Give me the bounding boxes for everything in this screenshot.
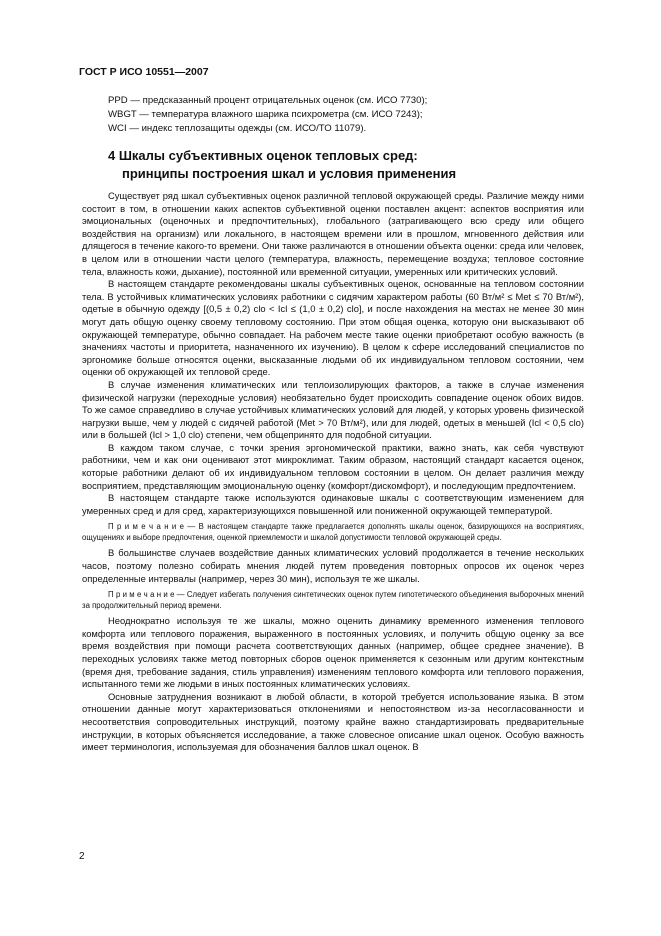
definition-ppd: PPD — предсказанный процент отрицательных оценок (см. ИСО 7730); bbox=[108, 95, 428, 106]
page-number: 2 bbox=[79, 851, 85, 862]
paragraph: В настоящем стандарте также используются одинаковые шкалы с соответствующим изменением для умеренных сред и для сред, характеризующихся повышенной или пониженной окружающей температурой. bbox=[82, 492, 584, 516]
section-title-line2: принципы построения шкал и условия применения bbox=[122, 166, 457, 181]
definition-wbgt: WBGT — температура влажного шарика психрометра (см. ИСО 7243); bbox=[108, 109, 423, 120]
note bbox=[82, 589, 584, 611]
note-label: П р и м е ч а н и е bbox=[108, 590, 175, 600]
definitions-list bbox=[108, 94, 427, 136]
definition-wci: WCI — индекс теплозащиты одежды (см. ИСО/ТО 11079). bbox=[108, 123, 367, 134]
paragraph: В настоящем стандарте рекомендованы шкалы субъективных оценок, основанные на тепловом состоянии тела. В устойчивых климатических условиях работники с сидячим характером работы (60 Вт/м² ≤ Met ≤ 70 Вт/м²), одетые в обычную одежду [(0,5 ± 0,2) clo < Icl ≤ (1,0 ± 0,2) clo], и после нахождения на местах не менее 30 мин могут дать общую оценку своему тепловому состоянию. При этом общая оценка, которую они высказывают об окружающей температуре, обычно совпадает. На рабочем месте такие оценки приобретают особую важность (в значениях частоты и приоритета, назначенного их изучению). В целом к сфере исследований специалистов по эргономике больше относятся оценки, высказанные людьми об их индивидуальном тепловом состоянии, чем оценки об окружающей их тепловой среде. bbox=[82, 278, 584, 378]
paragraph: Неоднократно используя те же шкалы, можно оценить динамику временного изменения теплового комфорта или теплового поражения, выраженного в постоянных условиях, и получить общую оценку за все время воздействия при помощи расчета соответствующих данных (например, общее среднее значение). В переходных условиях также метод повторных сборов оценок применяется к сезонным или другим контекстным (время дня, требование задания, стиль управления) изменениям теплового комфорта или теплового поражения, испытанного теми же людьми в иных постоянных климатических условиях. bbox=[82, 615, 584, 690]
note-text: — В настоящем стандарте также предлагается дополнять шкалы оценок, базирующихся на восприятиях, ощущениях и выборе предпочтения, оценкой приемлемости и шкалой допустимости тепловой окружающей среды. bbox=[82, 522, 584, 543]
section-title-line1: 4 Шкалы субъективных оценок тепловых сред: bbox=[108, 148, 418, 163]
document-header: ГОСТ Р ИСО 10551—2007 bbox=[79, 66, 209, 78]
body-text bbox=[82, 190, 584, 754]
paragraph: Существует ряд шкал субъективных оценок различной тепловой окружающей среды. Различие между ними состоит в том, в отношении каких аспектов субъективной оценки поставлен акцент: аспектов восприятия или эмоциональных (оценочных и предпочтительных), глобального (затрагивающего всю среду или общего воздействия на организм) или локального, в настоящем времени или в прошлом, мгновенного действия или длящегося в течение какого-то времени. Они также различаются в отношении объекта оценки: среда или человек, в целом или в отношении части целого (температура, влажность, перемещение воздуха; тепловое состояние тела, влажность кожи, дыхание), постоянной или временной ситуации, умеренных или критических условий. bbox=[82, 190, 584, 277]
note bbox=[82, 521, 584, 543]
paragraph: Основные затруднения возникают в любой области, в которой требуется использование языка. В этом отношении данные могут характеризоваться отклонениями и непостоянством из-за несогласованности и несоответствия сопроводительных инструкций, поэтому крайне важно стандартизировать предварительные инструкции, в которых объясняется исследование, а также словесное описание шкал оценок. Особую важность имеет терминология, используемая для обозначения баллов шкал оценок. В bbox=[82, 690, 584, 753]
paragraph: В каждом таком случае, с точки зрения эргономической практики, важно знать, как себя чувствуют работники, чем и как они оценивают этот микроклимат. Таким образом, настоящий стандарт касается оценок, которые работники делают об их индивидуальном тепловом состоянии в целом. Он делает различия между восприятием, представляющим эмоциональную оценку (комфорт/дискомфорт), и последующим предпочтением. bbox=[82, 441, 584, 491]
paragraph: В случае изменения климатических или теплоизолирующих факторов, а также в случае изменения физической нагрузки (переходные условия) необязательно будет происходить совпадение оценок обоих видов. То же самое справедливо в случае устойчивых климатических условий для людей, у которых уровень физической нагрузки выше, чем у людей с сидячей работой (Met > 70 Вт/м²), или для людей, одетых в меньшей (Icl < 0,5 clo) или в большей (Icl > 1,0 clo) степени, чем общепринято для подобной ситуации. bbox=[82, 378, 584, 441]
section-title bbox=[108, 147, 456, 183]
note-label: П р и м е ч а н и е bbox=[108, 522, 185, 532]
paragraph: В большинстве случаев воздействие данных климатических условий продолжается в течение нескольких часов, поэтому полезно собирать мнения людей путем проведения повторных опросов их оценок через определенные интервалы (например, через 30 мин), используя те же шкалы. bbox=[82, 547, 584, 584]
note-text: — Следует избегать получения синтетических оценок путем гипотетического объединения выборочных мнений за продолжительный период времени. bbox=[82, 590, 584, 611]
